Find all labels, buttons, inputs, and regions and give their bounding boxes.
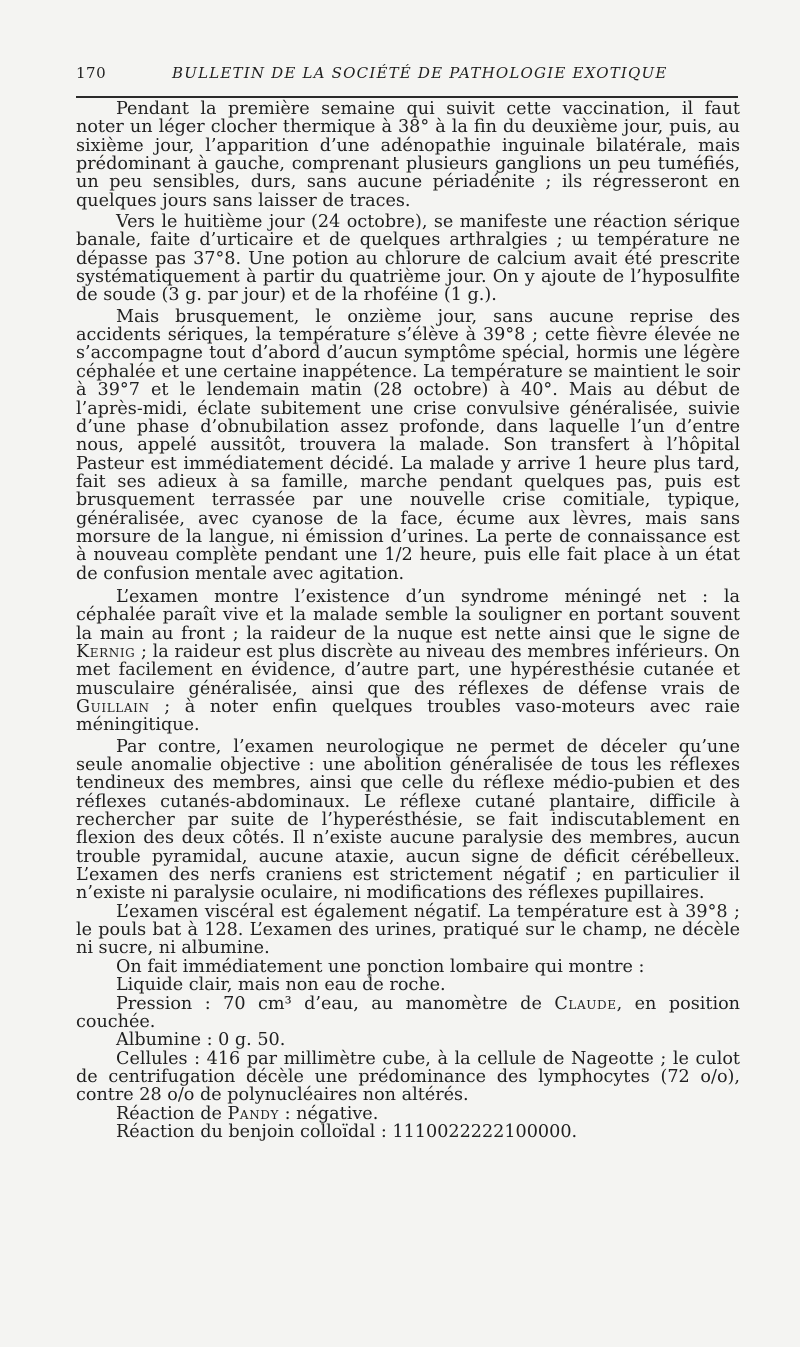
paragraph-pandy: [76, 1105, 740, 1123]
meningeal-text-1: L’examen montre l’existence d’un syndrome méningé net : la céphalée paraît vive et la malade semble la souligner en portant souvent la main au front ; la raideur de la nuque est nette ainsi que le signe de: [76, 586, 740, 644]
paragraph-albumin: Albumine : 0 g. 50.: [116, 1030, 286, 1051]
page-number: 170: [76, 64, 107, 82]
pressure-text-2: , en position couchée.: [76, 993, 741, 1032]
pandy-text-1: Réaction de: [116, 1103, 228, 1124]
paragraph-convulsive-crisis: Mais brusquement, le onzième jour, sans aucune reprise des accidents sériques, la température s’élève à 39°8 ; cette fièvre élevée ne s’accompagne tout d’abord d’aucun symptôme spécial, hormis une légère céphalée et une certaine inappétence. La température se maintient le soir à 39°7 et le lendemain matin (28 octobre) à 40°. Mais au début de l’après-midi, éclate subitement une crise convulsive généralisée, suivie d’une phase d’obnubilation assez profonde, dans laquelle l’un d’entre nous, appelé aussitôt, trouvera la malade. Son transfert à l’hôpital Pasteur est immédiatement décidé. La malade y arrive 1 heure plus tard, fait ses adieux à sa famille, marche pendant quelques pas, puis est brusquement terrassée par une nouvelle crise comitiale, typique, généralisée, avec cyanose de la face, écume aux lèvres, mais sans morsure de la langue, ni émission d’urines. La perte de connaissance est à nouveau complète pendant une 1/2 heure, puis elle fait place à un état de confusion mentale avec agitation.: [76, 306, 740, 584]
pressure-text-1: Pression : 70 cm³ d’eau, au manomètre de: [116, 993, 555, 1014]
author-name-kernig: Kernig: [76, 641, 136, 662]
author-name-claude: Claude: [554, 993, 617, 1014]
author-name-guillain: Guillain: [76, 697, 150, 717]
paragraph-visceral-exam: L’examen viscéral est également négatif. La température est à 39°8 ; le pouls bat à 128. L’examen des urines, pratiqué sur le champ, ne décèle ni sucre, ni albumine.: [76, 901, 740, 959]
paragraph-meningeal-syndrome: [76, 588, 740, 735]
paragraph-serum-reaction: Vers le huitième jour (24 octobre), se manifeste une réaction sérique banale, faite d’urticaire et de quelques arthralgies ; ա température ne dépasse pas 37°8. Une potion au chlorure de calcium avait été prescrite systématiquement à partir du quatrième jour. On y ajoute de l’hyposulfite de soude (3 g. par jour) et de la rhoféine (1 g.).: [76, 212, 740, 306]
paragraph-neurological-exam: Par contre, l’examen neurologique ne permet de déceler qu’une seule anomalie objective : une abolition généralisée de tous les réflexes tendineux des membres, ainsi que celle du réflexe médio-pubien et des réflexes cutanés-abdominaux. Le réflexe cutané plantaire, difficile à rechercher par suite de l’hyperésthésie, se fait indiscutablement en flexion des deux côtés. Il n’existe aucune paralysie des membres, aucun trouble pyramidal, aucune ataxie, aucun signe de déficit cérébelleux. L’examen des nerfs craniens est strictement négatif ; en particulier il n’existe ni paralysie oculaire, ni modifications des réflexes pupillaires.: [76, 736, 740, 904]
paragraph-cells: Cellules : 416 par millimètre cube, à la cellule de Nageotte ; le culot de centrifugation décèle une prédominance des lymphocytes (72 o/o), contre 28 o/o de polynucléaires non altérés.: [76, 1048, 740, 1106]
author-name-pandy: Pandy: [227, 1103, 280, 1124]
paragraph-vaccination-reaction: Pendant la première semaine qui suivit cette vaccination, il faut noter un léger clocher thermique à 38° à la fin du deuxième jour, puis, au sixième jour, l’apparition d’une adénopathie inguinale bilatérale, mais prédominant à gauche, comprenant plusieurs ganglions un peu tuméfiés, un peu sensibles, durs, sans aucune périadénite ; ils régresseront en quelques jours sans laisser de traces.: [76, 99, 740, 211]
paragraph-benzoin: Réaction du benjoin colloïdal : 1110022222100000.: [116, 1121, 578, 1142]
running-title: BULLETIN DE LA SOCIÉTÉ DE PATHOLOGIE EXOTIQUE: [172, 64, 668, 82]
header-rule: [76, 96, 738, 98]
pandy-text-2: : négative.: [279, 1103, 379, 1124]
meningeal-text-3: ; à noter enfin quelques troubles vaso-moteurs avec raie méningitique.: [76, 697, 740, 736]
article-body: [76, 100, 740, 1141]
meningeal-text-2: ; la raideur est plus discrète au niveau des membres inférieurs. On met facilement en évidence, d’autre part, une hypéresthésie cutanée et musculaire généralisée, ainsi que des réflexes de défense vrais de: [76, 641, 740, 699]
paragraph-pressure: [76, 995, 740, 1032]
paragraph-lumbar-puncture: On fait immédiatement une ponction lombaire qui montre :: [116, 956, 645, 977]
paragraph-liquid: Liquide clair, mais non eau de roche.: [116, 975, 446, 996]
page-header: [76, 60, 740, 90]
